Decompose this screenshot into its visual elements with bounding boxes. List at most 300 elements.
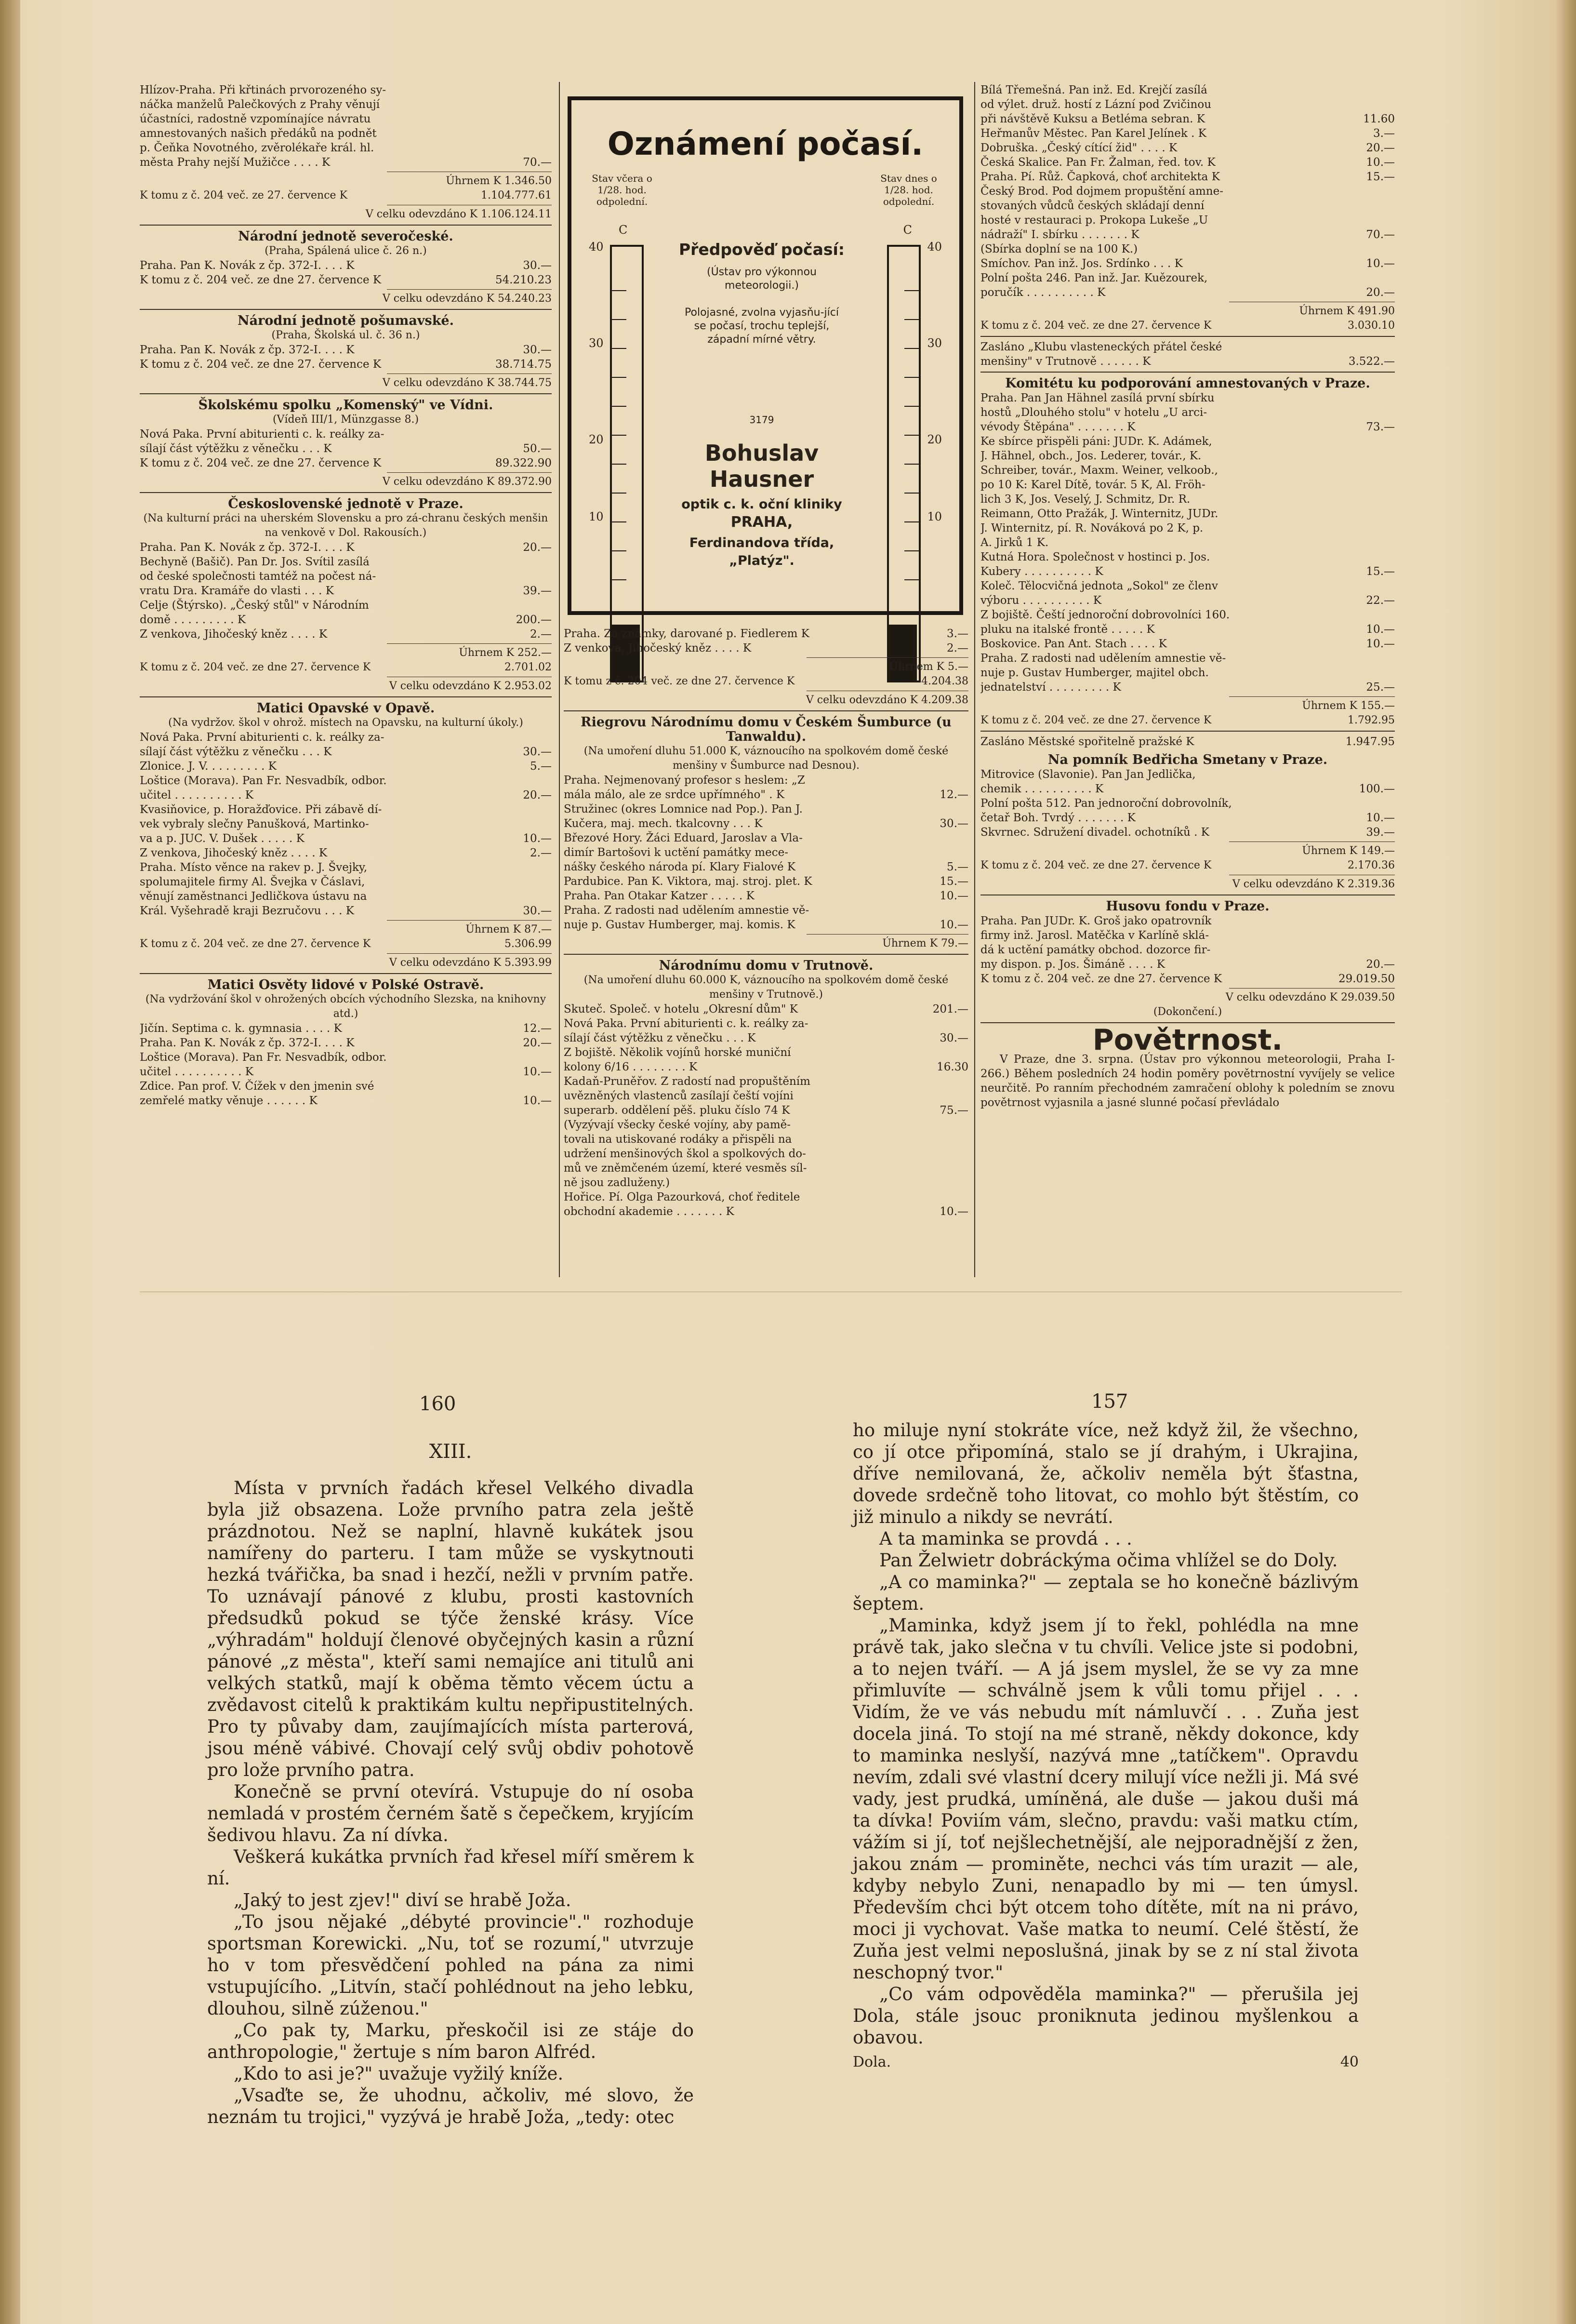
donation-list	[980, 735, 1395, 749]
donation-label: Smíchov. Pan inž. Jos. Srdínko . . . K	[980, 257, 1183, 270]
grand-total: V celku odevzdáno K 4.209.38	[806, 694, 968, 706]
donation-entry	[140, 555, 552, 569]
donation-label: od české společnosti tamtéž na počest ná-	[140, 570, 376, 583]
donation-label: poručík . . . . . . . . . . K	[980, 286, 1106, 299]
donation-label: Loštice (Morava). Pan Fr. Nesvadbík, odbor.	[140, 775, 387, 787]
donation-entry	[564, 1045, 968, 1060]
donation-label: (Vyzývají všecky české vojíny, aby pamě-	[564, 1119, 791, 1131]
donation-entry	[564, 773, 968, 788]
donation-label: Koleč. Tělocvičná jednota „Sokol" ze členv	[980, 580, 1218, 592]
donation-entry	[980, 227, 1395, 242]
donation-amount: 20.—	[1366, 286, 1395, 299]
donation-entry	[980, 914, 1395, 928]
donation-amount: 39.—	[1366, 826, 1395, 839]
donation-label: Nová Paka. První abiturienti c. k. reálky za-	[564, 1017, 808, 1030]
donation-entry	[980, 622, 1395, 637]
donation-list	[980, 83, 1395, 300]
yesterday-note: Stav včera o 1/28. hod. odpolední.	[592, 173, 652, 207]
grand-total: V celku odevzdáno K 89.372.90	[382, 476, 552, 488]
donation-amount: 12.—	[523, 1022, 552, 1035]
donation-entry	[140, 273, 552, 287]
scale-label: 40	[927, 240, 942, 254]
donation-label: Český Brod. Pod dojmem propuštění amne-	[980, 185, 1223, 198]
donation-list	[140, 730, 552, 918]
donation-label: Praha. Pan Jan Hähnel zasílá první sbírku	[980, 392, 1215, 404]
donation-amount: 10.—	[523, 1066, 552, 1078]
subtotal: Úhrnem K 5.—	[889, 661, 968, 673]
donation-label: obchodní akademie . . . . . . . K	[564, 1205, 734, 1218]
carry-over: K tomu z č. 204 več. ze dne 27. července K 4.204.38	[564, 675, 968, 687]
donation-label: města Prahy nejší Mužičce . . . . K	[140, 156, 331, 169]
donation-label: Z venkova, Jihočeský kněz . . . . K	[140, 628, 328, 641]
donation-label: Pardubice. Pan K. Viktora, maj. stroj. plet. K	[564, 875, 812, 888]
story-paragraph: A ta maminka se provdá . . .	[879, 1528, 1132, 1549]
donation-list	[140, 1021, 552, 1108]
donation-entry	[980, 170, 1395, 184]
grand-total: V celku odevzdáno K 54.240.23	[382, 293, 552, 305]
section-heading: Komitétu ku podporování amnestovaných v Praze.	[1005, 376, 1370, 391]
donation-list	[980, 340, 1395, 369]
donation-amount: 10.—	[940, 919, 968, 931]
donation-list	[980, 767, 1395, 840]
donation-entry	[140, 1021, 552, 1036]
donation-entry	[140, 569, 552, 584]
donation-entry	[564, 1031, 968, 1045]
donation-entry	[564, 1118, 968, 1132]
grand-total: V celku odevzdáno K 5.393.99	[389, 957, 552, 969]
donation-amount: 10.—	[1366, 638, 1395, 650]
donation-entry	[140, 584, 552, 598]
donation-entry	[980, 434, 1395, 449]
donation-amount: 50.—	[523, 442, 552, 455]
donation-label: Boskovice. Pan Ant. Stach . . . . K	[980, 638, 1167, 650]
scale-label: 20	[589, 433, 604, 446]
donation-label: zemřelé matky věnuje . . . . . . K	[140, 1095, 318, 1107]
donation-entry	[980, 83, 1395, 97]
donation-entry	[980, 972, 1395, 986]
donation-entry	[980, 492, 1395, 507]
story-paragraph: Konečně se první otevírá. Vstupuje do ní osoba nemladá v prostém černém šatě s čepečkem, kryjícím šedivou hlavu. Za ní dívka.	[207, 1781, 694, 1845]
forecast-text: Polojasné, zvolna vyjasňu-jící se počasí, trochu teplejší, západní mírné větry.	[685, 307, 839, 346]
donation-amount: 20.—	[523, 1037, 552, 1049]
subtotal: Úhrnem K 79.—	[882, 937, 968, 949]
donation-label: sílají část výtěžku z věnečku . . . K	[140, 746, 332, 758]
donation-entry	[564, 903, 968, 918]
donation-entry	[980, 651, 1395, 666]
story-paragraph: „To jsou nějaké „débyté provincie"." rozhoduje sportsman Korewicki. „Nu, toť se rozumí," utvrzuje ho v tom přesvědčení pohled na pána za nimi vstupujícího. „Litvín, stačí pohlédnout na jeho lebku, dlouhou, silně zúženou."	[207, 1911, 694, 2019]
donation-entry	[980, 507, 1395, 521]
donation-label: p. Čeňka Novotného, zvěrolékaře král. hl.	[140, 142, 374, 154]
scale-label: 30	[927, 336, 942, 350]
donation-label: J. Hähnel, obch., Jos. Lederer, továr., K.	[980, 450, 1202, 462]
donation-label: Z bojiště. Několik vojínů horské muniční	[564, 1046, 791, 1059]
donation-entry	[980, 256, 1395, 271]
donation-label: Loštice (Morava). Pan Fr. Nesvadbík, odbor.	[140, 1051, 387, 1064]
donation-label: (Sbírka doplní se na 100 K.)	[980, 243, 1138, 255]
donation-amount: 10.—	[1366, 812, 1395, 824]
donation-entry	[980, 155, 1395, 170]
donation-label: po 10 K: Karel Dítě, továr. 5 K, Al. Fröh-	[980, 479, 1205, 491]
donation-entry	[980, 550, 1395, 564]
donation-label: náčka manželů Palečkových z Prahy věnují	[140, 98, 380, 111]
donation-label: A. Jirků 1 K.	[980, 536, 1049, 549]
donation-label: sílají část výtěžku z věnečku . . . K	[140, 442, 332, 455]
donation-amount: 12.—	[940, 788, 968, 801]
donation-entry	[980, 285, 1395, 300]
donation-entry	[140, 846, 552, 860]
donation-label: chemik . . . . . . . . . . K	[980, 783, 1104, 795]
donation-entry	[140, 258, 552, 273]
donation-entry	[564, 802, 968, 816]
donation-entry	[140, 774, 552, 788]
carry-over: K tomu z č. 204 več. ze dne 27. července K 1.792.95	[980, 714, 1395, 726]
donation-entry	[980, 478, 1395, 492]
donation-entry	[980, 126, 1395, 141]
donation-label: účastníci, radostně vzpomínajíce návratu	[140, 113, 371, 125]
donation-entry	[140, 889, 552, 904]
ad-number: 3179	[749, 414, 774, 426]
section-subtitle: (Na vydržov. škol v ohrož. místech na Opavsku, na kulturní úkoly.)	[168, 717, 523, 729]
donation-label: spolumajitele firmy Al. Švejka v Čáslavi,	[140, 876, 365, 888]
donation-entry	[980, 420, 1395, 434]
story-paragraph: „Jaký to jest zjev!" diví se hrabě Joža.	[234, 1890, 571, 1910]
donation-entry	[140, 357, 552, 372]
donation-label: Z venkova, Jihočeský kněz . . . . K	[140, 847, 328, 859]
donation-amount: 201.—	[932, 1003, 968, 1015]
donation-entry	[140, 540, 552, 555]
donation-amount: 30.—	[940, 817, 968, 830]
donation-entry	[140, 875, 552, 889]
donation-amount: 30.—	[523, 344, 552, 356]
donation-amount: 20.—	[1366, 958, 1395, 971]
donation-label: dimír Bartošovi k uctění památky mece-	[564, 846, 788, 859]
weather-report-title: Povětrnost.	[1092, 1023, 1283, 1057]
donation-amount: 200.—	[516, 614, 552, 626]
donation-label: domě . . . . . . . . . K	[140, 614, 246, 626]
donation-entry	[980, 735, 1395, 749]
donation-amount: 20.—	[523, 541, 552, 554]
donation-entry	[564, 1204, 968, 1219]
donation-entry	[140, 788, 552, 802]
donation-label: Zdice. Pan prof. V. Čížek v den jmenin své	[140, 1080, 374, 1093]
donation-entry	[980, 521, 1395, 535]
donation-label: mů ve zněmčeném území, které vesměs síl-	[564, 1162, 807, 1175]
donation-label: lich 3 K, Jos. Veselý, J. Schmitz, Dr. R.	[980, 493, 1191, 506]
donation-label: vévody Štěpána" . . . . . . . K	[980, 421, 1136, 433]
donation-amount: 2.—	[530, 628, 552, 641]
donation-entry	[980, 112, 1395, 126]
donation-label: Praha. Pan K. Novák z čp. 372-I. . . . K	[140, 1037, 355, 1049]
donation-label: výboru . . . . . . . . . . K	[980, 594, 1102, 607]
donation-list	[140, 343, 552, 372]
donation-entry	[140, 860, 552, 875]
story-paragraph: „Kdo to asi je?" uvažuje vyžilý kníže.	[234, 2063, 564, 2084]
donation-label: Praha. Pan K. Novák z čp. 372-I. . . . K	[140, 259, 355, 272]
donation-entry	[140, 730, 552, 745]
donation-label: Skuteč. Společ. v hotelu „Okresní dům" K	[564, 1003, 798, 1015]
donation-entry	[564, 1161, 968, 1175]
donation-label: uvězněných vlastenců zasílají čeští vojíni	[564, 1090, 794, 1102]
page-spine	[0, 0, 20, 2324]
donation-entry	[564, 1103, 968, 1118]
forecast-title: Předpověď počasí:	[678, 240, 845, 259]
donation-entry	[980, 928, 1395, 943]
advertiser-name: Bohuslav Hausner	[704, 440, 819, 492]
section-subtitle: (Vídeň III/1, Münzgasse 8.)	[272, 414, 419, 426]
scale-label: 30	[589, 336, 604, 350]
donation-amount: 15.—	[940, 875, 968, 888]
thermometer-yesterday	[610, 245, 644, 682]
donation-entry	[980, 666, 1395, 680]
donation-entry	[140, 456, 552, 470]
donation-label: Král. Vyšehradě kraji Bezručovu . . . K	[140, 905, 354, 917]
donation-amount: 10.—	[940, 1205, 968, 1218]
donation-entry	[980, 593, 1395, 608]
donation-amount: 22.—	[1366, 594, 1395, 607]
story-paragraph: Veškerá kukátka prvních řad křesel míří směrem k ní.	[207, 1846, 694, 1889]
donation-label: Zasláno Městské spořitelně pražské K	[980, 735, 1194, 748]
donation-entry	[564, 816, 968, 831]
page-edge	[1557, 0, 1576, 2324]
donation-entry	[140, 141, 552, 155]
donation-entry	[140, 1036, 552, 1050]
donation-amount: 39.—	[523, 585, 552, 597]
donation-list	[140, 427, 552, 470]
donation-entry	[980, 782, 1395, 796]
donation-amount: 10.—	[940, 890, 968, 902]
donation-label: Schreiber, továr., Maxm. Weiner, velkoob.,	[980, 464, 1218, 477]
donation-entry	[980, 535, 1395, 550]
donation-entry	[564, 918, 968, 932]
carry-over: K tomu z č. 204 več. ze dne 27. července K 2.701.02	[140, 661, 552, 673]
donation-entry	[140, 745, 552, 759]
donation-label: Jičín. Septima c. k. gymnasia . . . . K	[140, 1022, 342, 1035]
donation-entry	[140, 427, 552, 441]
donation-amount: 16.30	[937, 1061, 968, 1073]
donation-label: Praha. Pan Otakar Katzer . . . . . K	[564, 890, 755, 902]
section-subtitle: (Praha, Spálená ulice č. 26 n.)	[265, 245, 427, 257]
donation-entry	[140, 613, 552, 627]
donation-amount: 70.—	[523, 156, 552, 169]
donation-entry	[140, 759, 552, 774]
story-text	[853, 1419, 1359, 2048]
scale-label: 20	[927, 433, 942, 446]
donation-entry	[980, 680, 1395, 695]
donation-label: Březové Hory. Žáci Eduard, Jaroslav a Vla-	[564, 832, 803, 844]
donation-label: ně jsou zadluženy.)	[564, 1176, 670, 1189]
donation-entry	[980, 463, 1395, 478]
donation-label: Nová Paka. První abiturienti c. k. reálky za-	[140, 731, 384, 744]
donation-label: amnestovaných našich předáků na podnět	[140, 127, 377, 140]
donation-entry	[980, 199, 1395, 213]
today-note: Stav dnes o 1/28. hod. odpolední.	[880, 173, 937, 207]
donation-label: Bílá Třemešná. Pan inž. Ed. Krejčí zasílá	[980, 84, 1207, 96]
grand-total: V celku odevzdáno K 1.106.124.11	[365, 208, 552, 220]
donation-entry	[564, 1175, 968, 1190]
donation-label: Praha. Pan JUDr. K. Groš jako opatrovník	[980, 915, 1212, 927]
donation-label: menšiny" v Trutnově . . . . . . K	[980, 355, 1151, 368]
donation-entry	[564, 845, 968, 860]
donation-amount: 30.—	[523, 259, 552, 272]
donation-entry	[564, 1089, 968, 1103]
donation-entry	[140, 598, 552, 613]
unit-label: C	[619, 223, 628, 237]
column-divider	[974, 82, 975, 1277]
donation-label: Dobruška. „Český cítící žid" . . . . K	[980, 142, 1178, 154]
grand-total: V celku odevzdáno K 2.319.36	[1232, 878, 1395, 890]
subtotal: Úhrnem K 252.—	[459, 647, 552, 659]
donation-label: učitel . . . . . . . . . . K	[140, 1066, 253, 1078]
section-subtitle: (Na umoření dluhu 60.000 K, váznoucího na spolkovém domě české menšiny v Trutnově.)	[583, 974, 949, 1001]
donation-label: kolony 6/16 . . . . . . . . K	[564, 1061, 698, 1073]
donation-entry	[980, 564, 1395, 579]
donation-label: firmy inž. Jarosl. Matěčka v Karlíně sklá-	[980, 929, 1209, 942]
donation-entry	[980, 242, 1395, 256]
donation-list	[980, 914, 1395, 986]
donation-label: Hlízov-Praha. Při křtinách prvorozeného sy-	[140, 84, 386, 96]
donation-amount: 10.—	[523, 832, 552, 845]
donation-amount: 10.—	[1366, 257, 1395, 270]
donation-label: Z bojiště. Čeští jednoroční dobrovolníci 160.	[980, 609, 1230, 621]
donation-entry	[564, 1060, 968, 1074]
story-paragraph: „A co maminka?" — zeptala se ho konečně bázlivým šeptem.	[853, 1572, 1359, 1614]
scale-label: 10	[589, 510, 604, 523]
donation-entry	[564, 641, 968, 655]
advertiser-house: „Platýz".	[729, 553, 795, 568]
donation-entry	[980, 354, 1395, 369]
donation-amount: 10.—	[1366, 623, 1395, 636]
donation-label: tovali na utiskované rodáky a přispěli na	[564, 1133, 792, 1146]
advertiser-profession: optik c. k. oční kliniky	[681, 497, 842, 512]
donation-list	[564, 1002, 968, 1219]
donation-amount: 15.—	[1366, 565, 1395, 578]
donation-entry	[980, 767, 1395, 782]
subtotal: Úhrnem K 149.—	[1302, 845, 1395, 857]
donation-amount: 5.—	[947, 861, 968, 873]
donation-entry	[980, 637, 1395, 651]
donation-label: mála málo, ale ze srdce upřímného" . K	[564, 788, 785, 801]
donation-entry	[140, 97, 552, 112]
forecast-panel	[677, 240, 846, 568]
story-paragraph: „Vsaďte se, že uhodnu, ačkoliv, mé slovo, že neznám tu trojici," vyzývá je hrabě Joža, „tedy: otec	[207, 2085, 694, 2127]
donation-label: hostů „Dlouhého stolu" v hotelu „U arci-	[980, 406, 1207, 419]
donation-label: Praha. Z radosti nad udělením amnestie vě-	[980, 652, 1226, 665]
section-subtitle: (Na vydržování škol v ohrožených obcích východního Slezska, na knihovny atd.)	[145, 993, 546, 1020]
donation-entry	[564, 1147, 968, 1161]
grand-total: V celku odevzdáno K 29.039.50	[1225, 991, 1395, 1003]
donation-label: K tomu z č. 204 več. ze dne 27. července K	[980, 973, 1222, 985]
donation-amount: 10.—	[1366, 156, 1395, 169]
donation-entry	[140, 441, 552, 456]
donation-amount: 89.322.90	[495, 457, 552, 469]
donation-label: udržení menšinových škol a spolkových do-	[564, 1148, 806, 1160]
unit-label: C	[903, 223, 912, 237]
donation-entry	[980, 213, 1395, 227]
donation-entry	[140, 83, 552, 97]
donation-entry	[140, 126, 552, 141]
donation-label: Kučera, maj. mech. tkalcovny . . . K	[564, 817, 763, 830]
donation-entry	[980, 141, 1395, 155]
sheet-number: 40	[1340, 2054, 1359, 2070]
scale-label: 10	[927, 510, 942, 523]
donation-list	[140, 83, 552, 170]
donation-label: Kutná Hora. Společnost v hostinci p. Jos.	[980, 551, 1210, 563]
donation-entry	[564, 860, 968, 874]
donation-label: pluku na italské frontě . . . . . K	[980, 623, 1155, 636]
donation-entry	[140, 1094, 552, 1108]
donation-label: od výlet. druž. hostí z Lázní pod Zvičinou	[980, 98, 1212, 111]
donation-entry	[980, 825, 1395, 840]
donation-amount: 70.—	[1366, 228, 1395, 241]
carry-over: K tomu z č. 204 več. ze dne 27. července K 5.306.99	[140, 938, 552, 950]
carry-over: K tomu z č. 204 več. ze 27. července K 1.104.777.61	[140, 189, 552, 201]
donation-label: Stružinec (okres Lomnice nad Pop.). Pan J.	[564, 803, 803, 815]
donation-entry	[564, 874, 968, 889]
advertiser-address: Ferdinandova třída,	[689, 535, 834, 550]
donation-entry	[980, 608, 1395, 622]
grand-total: V celku odevzdáno K 2.953.02	[389, 680, 552, 692]
donation-label: Mitrovice (Slavonie). Pan Jan Jedlička,	[980, 768, 1196, 781]
scale-label: 40	[589, 240, 604, 254]
donation-label: sílají část výtěžku z věnečku . . . K	[564, 1032, 756, 1044]
donation-column-1	[140, 83, 552, 1108]
donation-label: při návštěvě Kuksu a Betléma sebran. K	[980, 113, 1205, 125]
donation-entry	[140, 802, 552, 817]
donation-label: Praha. Pan K. Novák z čp. 372-I. . . . K	[140, 344, 355, 356]
section-subtitle: (Praha, Školská ul. č. 36 n.)	[271, 329, 420, 341]
donation-amount: 30.—	[523, 905, 552, 917]
subtotal: Úhrnem K 1.346.50	[446, 175, 552, 187]
donation-label: dá k uctění památky obchod. dozorce fir-	[980, 944, 1211, 956]
donation-column-2	[564, 627, 968, 1219]
donation-entry	[564, 1002, 968, 1016]
donation-entry	[564, 1190, 968, 1204]
section-heading: Matici Osvěty lidové v Polské Ostravě.	[207, 977, 484, 992]
section-heading: Národní jednotě severočeské.	[238, 229, 453, 244]
donation-entry	[564, 788, 968, 802]
donation-label: vek vybraly slečny Panušková, Martinko-	[140, 818, 369, 830]
donation-label: vratu Dra. Kramáře do vlasti . . . K	[140, 585, 334, 597]
donation-label: Z venkova, Jihočeský kněz . . . . K	[564, 642, 752, 654]
donation-label: K tomu z č. 204 več. ze dne 27. července K	[140, 457, 382, 469]
story-text	[207, 1477, 694, 2128]
donation-amount: 38.714.75	[495, 358, 552, 371]
donation-label: jednatelství . . . . . . . . . K	[980, 681, 1121, 694]
donation-entry	[980, 579, 1395, 593]
donation-amount: 54.210.23	[495, 274, 552, 286]
story-paragraph: „Co pak ty, Marku, přeskočil isi ze stáje do anthropologie," žertuje s ním baron Alfréd.	[207, 2020, 694, 2062]
story-paragraph: „Maminka, když jsem jí to řekl, pohlédla na mne právě tak, jako slečna v tu chvíli. Velice jste si podobni, a to nejen tváří. — A já jsem myslel, že se vy za mne přimluvíte — schválně jsem k vůli tomu přijel . . . Vidím, že ve vás nebudu mít námluvčí . . . Zuňa jest docela jiná. To stojí na mé straně, někdy dokonce, kdy to maminka neslyší, nazývá mne „tatíčkem". Opravdu nevím, zdali své vlastní dcery milují více nežli ji. Má své vady, jest prudká, umíněná, ale duše — jakou duši má ta dívka! Poviím vám, slečno, pravdu: vaši matku ctím, vážím si jí, toť nejšlechetnější, ale nejporadnější z žen, jakou znám — prominěte, nechci vás tím urazit — ale, kdyby nebylo Zuni, nenapadlo by mi — ten úmysl. Především chci být otcem toho dítěte, mít na ni právo, moci ji vychovat. Vaše matka to neumí. Celé štěstí, že Zuňa jest velmi neposlušná, jinak by se z ní stal života neschopný tvor."	[853, 1615, 1359, 1983]
story-paragraph: ho miluje nyní stokráte více, než když žil, že všechno, co jí otce připomíná, stalo se jí drahým, i Ukrajina, dříve nemilovaná, že, ačkoliv neměla být šťastna, dovede srdečně toho litovat, co mohlo být štěstím, co již minulo a nikdy se nevrátí.	[853, 1420, 1359, 1527]
donation-label: my dispon. p. Jos. Šimáně . . . . K	[980, 958, 1165, 971]
donation-label: nádraží" I. sbírku . . . . . . . K	[980, 228, 1139, 241]
section-subtitle: (Na umoření dluhu 51.000 K, váznoucího na spolkovém domě české menšiny v Šumburce nad Desnou).	[583, 745, 949, 772]
donation-column-3	[980, 83, 1395, 1110]
donation-label: K tomu z č. 204 več. ze dne 27. července K	[140, 358, 382, 371]
donation-label: stovaných vůdců českých skládají denní	[980, 200, 1205, 212]
page-number-right: 157	[1091, 1390, 1128, 1413]
donation-entry	[140, 904, 552, 918]
donation-label: Polní pošta 246. Pan inž. Jar. Kuězourek,	[980, 272, 1208, 284]
donation-label: Kubery . . . . . . . . . . K	[980, 565, 1103, 578]
donation-label: Ke sbírce přispěli páni: JUDr. K. Adámek,	[980, 435, 1212, 448]
donation-label: Česká Skalice. Pan Fr. Žalman, řed. tov. K	[980, 156, 1216, 169]
donation-label: Heřmanův Městec. Pan Karel Jelínek . K	[980, 127, 1206, 140]
section-heading: Riegrovu Národnímu domu v Českém Šumburce (u Tanwaldu).	[581, 715, 952, 744]
chapter-heading: XIII.	[429, 1441, 472, 1463]
section-heading: Na pomník Bedřicha Smetany v Praze.	[1047, 752, 1328, 767]
donation-entry	[980, 340, 1395, 354]
